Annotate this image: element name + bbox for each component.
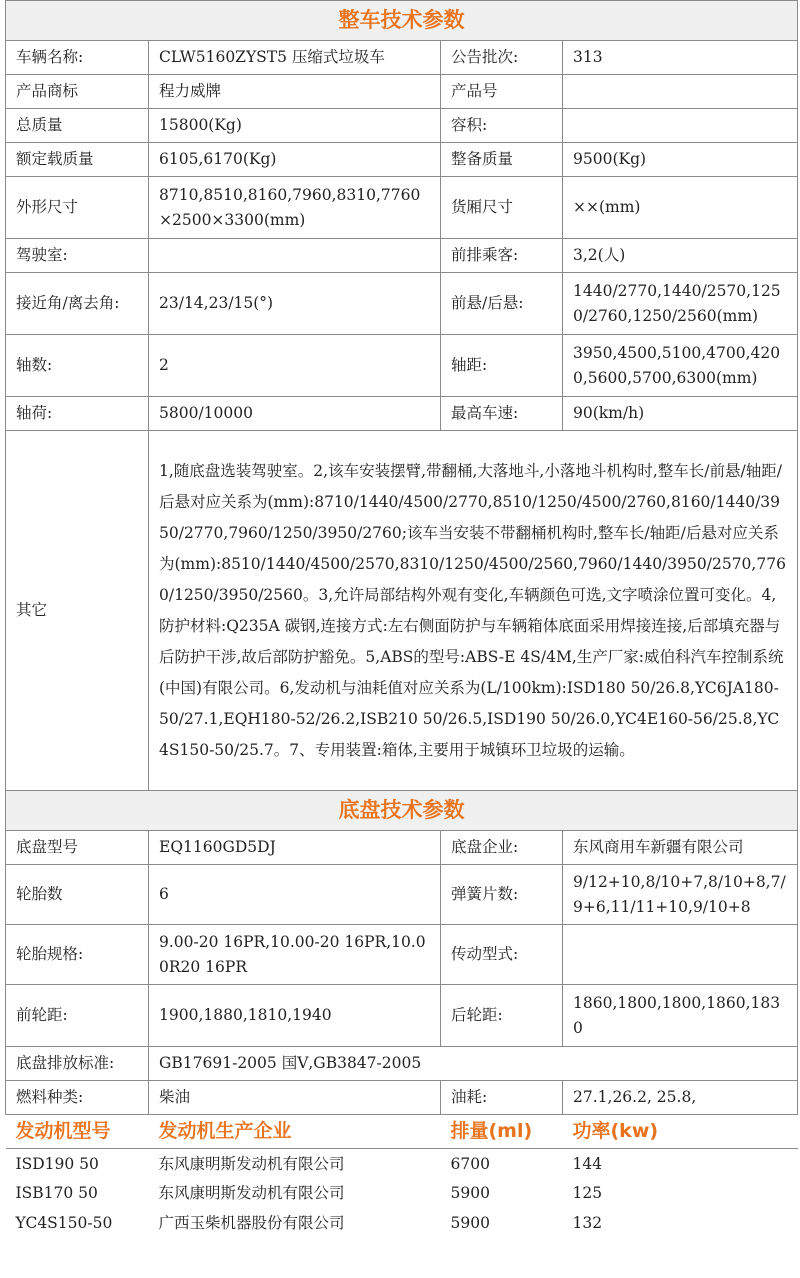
curb-mass-value: 9500(Kg): [563, 143, 798, 177]
tires-label: 轮胎数: [6, 865, 149, 925]
engine-row-model: YC4S150-50: [15, 1214, 113, 1233]
emission-value: GB17691-2005 国Ⅴ,GB3847-2005: [149, 1047, 798, 1081]
tire-spec-value: 9.00-20 16PR,10.00-20 16PR,10.00R20 16PR: [149, 925, 441, 985]
volume-label: 容积:: [441, 109, 563, 143]
wheelbase-value: 3950,4500,5100,4700,4200,5600,5700,6300(mm): [563, 335, 798, 397]
engine-row-power: 132: [572, 1214, 603, 1233]
wheelbase-label: 轴距:: [441, 335, 563, 397]
cargo-size-label: 货厢尺寸: [441, 177, 563, 239]
springs-label: 弹簧片数:: [441, 865, 563, 925]
front-track-value: 1900,1880,1810,1940: [149, 985, 441, 1047]
rear-track-label: 后轮距:: [441, 985, 563, 1047]
product-no-value: [563, 75, 798, 109]
chassis-company-value: 东风商用车新疆有限公司: [563, 831, 798, 865]
tires-value: 6: [149, 865, 441, 925]
consumption-value: 27.1,26.2, 25.8,: [563, 1081, 798, 1115]
dimensions-value: 8710,8510,8160,7960,8310,7760×2500×3300(mm): [149, 177, 441, 239]
brand-label: 产品商标: [6, 75, 149, 109]
engine-row-model: ISB170 50: [15, 1184, 98, 1203]
front-passengers-value: 3,2(人): [563, 239, 798, 273]
chassis-model-label: 底盘型号: [6, 831, 149, 865]
angle-label: 接近角/离去角:: [6, 273, 149, 335]
engine-header-model: 发动机型号: [6, 1115, 149, 1149]
consumption-label: 油耗:: [441, 1081, 563, 1115]
vehicle-section-title: 整车技术参数: [6, 1, 798, 41]
engine-row-displacement: 5900: [450, 1184, 490, 1203]
spec-table: [5, 0, 798, 1239]
engine-header-maker: 发动机生产企业: [149, 1115, 441, 1149]
fuel-label: 燃料种类:: [6, 1081, 149, 1115]
rated-load-value: 6105,6170(Kg): [149, 143, 441, 177]
axles-value: 2: [149, 335, 441, 397]
chassis-section-title: 底盘技术参数: [6, 791, 798, 831]
engine-header-power: 功率(kw): [563, 1115, 798, 1149]
engine-header-displacement: 排量(ml): [441, 1115, 563, 1149]
front-passengers-label: 前排乘客:: [441, 239, 563, 273]
rear-track-value: 1860,1800,1800,1860,1830: [563, 985, 798, 1047]
cab-label: 驾驶室:: [6, 239, 149, 273]
axle-load-value: 5800/10000: [149, 397, 441, 431]
front-track-label: 前轮距:: [6, 985, 149, 1047]
curb-mass-label: 整备质量: [441, 143, 563, 177]
volume-value: [563, 109, 798, 143]
fuel-value: 柴油: [149, 1081, 441, 1115]
brand-value: 程力威牌: [149, 75, 441, 109]
engine-row-power: 125: [572, 1184, 603, 1203]
transmission-label: 传动型式:: [441, 925, 563, 985]
name-label: 车辆名称:: [6, 41, 149, 75]
cargo-size-value: ××(mm): [563, 177, 798, 239]
engine-row-maker: 东风康明斯发动机有限公司: [158, 1184, 345, 1203]
engine-row-maker: 东风康明斯发动机有限公司: [158, 1154, 345, 1173]
engine-row-power: 144: [572, 1154, 603, 1173]
engine-row-maker: 广西玉柴机器股份有限公司: [158, 1214, 345, 1233]
transmission-value: [563, 925, 798, 985]
engine-row-model: ISD190 50: [15, 1154, 99, 1173]
angle-value: 23/14,23/15(°): [149, 273, 441, 335]
gross-mass-value: 15800(Kg): [149, 109, 441, 143]
engine-row-displacement: 5900: [450, 1214, 490, 1233]
product-no-label: 产品号: [441, 75, 563, 109]
overhang-label: 前悬/后悬:: [441, 273, 563, 335]
gross-mass-label: 总质量: [6, 109, 149, 143]
axles-label: 轴数:: [6, 335, 149, 397]
axle-load-label: 轴荷:: [6, 397, 149, 431]
other-value: 1,随底盘选装驾驶室。2,该车安装摆臂,带翻桶,大落地斗,小落地斗机构时,整车长/前悬/轴距/后悬对应关系为(mm):8710/1440/4500/2770,8510/1250/4500/2760,8160/1440/3950/2770,7960/1250/3950/2760;该车当安装不带翻桶机构时,整车长/轴距/后悬对应关系为(mm):8510/1440/4500/2570,8310/1250/4500/2560,7960/1440/3950/2570,7760/1250/3950/2560。3,允许局部结构外观有变化,车辆颜色可选,文字喷涂位置可变化。4,防护材料:Q235A 碳钢,连接方式:左右侧面防护与车辆箱体底面采用焊接连接,后部填充器与后防护干涉,故后部防护豁免。5,ABS的型号:ABS-E 4S/4M,生产厂家:威伯科汽车控制系统(中国)有限公司。6,发动机与油耗值对应关系为(L/100km):ISD180 50/26.8,YC6JA180-50/27.1,EQH180-52/26.2,ISB210 50/26.5,ISD190 50/26.0,YC4E160-56/25.8,YC4S150-50/25.7。7、专用装置:箱体,主要用于城镇环卫垃圾的运输。: [149, 431, 798, 791]
max-speed-value: 90(km/h): [563, 397, 798, 431]
engine-row-displacement: 6700: [450, 1154, 490, 1173]
name-value: CLW5160ZYST5 压缩式垃圾车: [149, 41, 441, 75]
batch-label: 公告批次:: [441, 41, 563, 75]
dimensions-label: 外形尺寸: [6, 177, 149, 239]
chassis-company-label: 底盘企业:: [441, 831, 563, 865]
springs-value: 9/12+10,8/10+7,8/10+8,7/9+6,11/11+10,9/10+8: [563, 865, 798, 925]
cab-value: [149, 239, 441, 273]
batch-value: 313: [563, 41, 798, 75]
tire-spec-label: 轮胎规格:: [6, 925, 149, 985]
rated-load-label: 额定载质量: [6, 143, 149, 177]
emission-label: 底盘排放标准:: [6, 1047, 149, 1081]
overhang-value: 1440/2770,1440/2570,1250/2760,1250/2560(mm): [563, 273, 798, 335]
max-speed-label: 最高车速:: [441, 397, 563, 431]
chassis-model-value: EQ1160GD5DJ: [149, 831, 441, 865]
other-label: 其它: [6, 431, 149, 791]
